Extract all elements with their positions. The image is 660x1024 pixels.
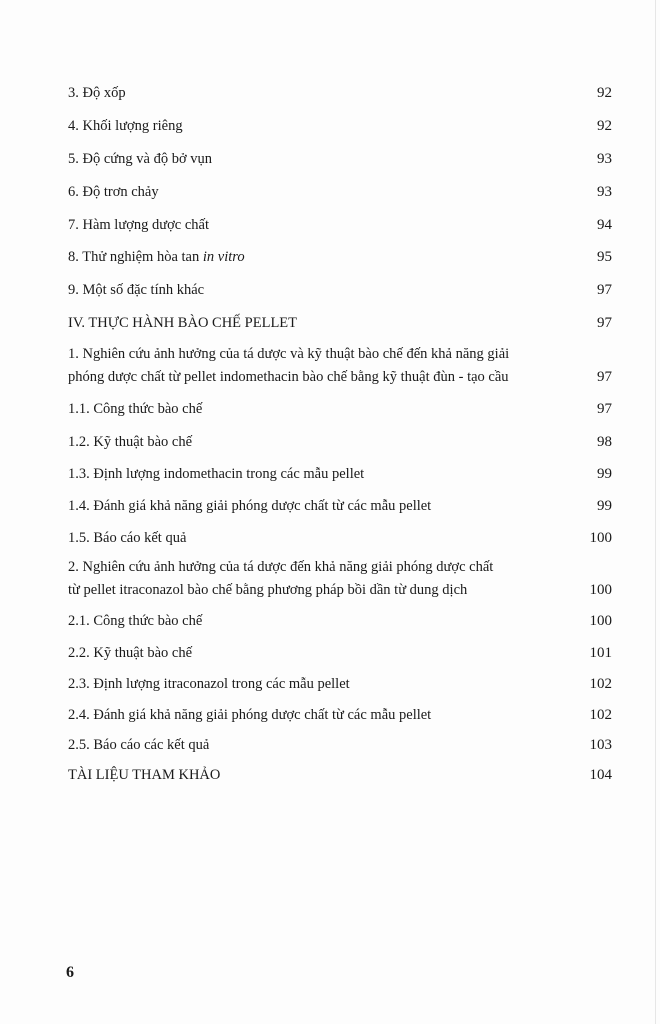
toc-entry-page: 93 — [597, 184, 612, 200]
toc-entry — [68, 343, 612, 389]
toc-entry-title: 2.3. Định lượng itraconazol trong các mẫu pellet — [68, 676, 350, 692]
toc-entry-page: 101 — [589, 645, 612, 661]
toc-entry-title — [68, 246, 548, 269]
toc-entry-title: 1.5. Báo cáo kết quả — [68, 530, 187, 546]
toc-entry-title-prefix: 8. Thử nghiệm hòa tan — [68, 249, 203, 265]
toc-entry-page: 93 — [597, 151, 612, 167]
toc-entry-title: 5. Độ cứng và độ bở vụn — [68, 151, 212, 167]
toc-entry-title-italic: in vitro — [202, 249, 245, 265]
toc-entry-title-line: từ pellet itraconazol bào chế bằng phương pháp bồi dần từ dung dịch — [68, 582, 468, 598]
toc-entry — [68, 734, 612, 757]
toc-entry-page: 97 — [597, 401, 612, 417]
toc-entry — [68, 610, 612, 633]
toc-entry-page: 97 — [597, 315, 612, 331]
toc-entry — [68, 495, 612, 518]
toc-entry-title: 2.4. Đánh giá khả năng giải phóng dược chất từ các mẫu pellet — [68, 707, 432, 723]
toc-entry-title: 3. Độ xốp — [68, 85, 126, 101]
toc-entry — [68, 431, 612, 454]
toc-entry — [68, 398, 612, 421]
toc-entry-title: TÀI LIỆU THAM KHẢO — [68, 767, 221, 783]
toc-entry-title: 2.1. Công thức bào chế — [68, 613, 203, 629]
toc-entry-title: 9. Một số đặc tính khác — [68, 282, 205, 298]
toc-entry-page: 102 — [589, 676, 612, 692]
toc-entry-title — [68, 556, 548, 602]
toc-entry-title-line: 1. Nghiên cứu ảnh hưởng của tá dược và kỹ thuật bào chế đến khả năng giải — [68, 346, 510, 362]
toc-entry-title: 1.2. Kỹ thuật bào chế — [68, 434, 193, 450]
toc-entry-page: 100 — [589, 530, 612, 546]
page-number: 6 — [66, 964, 74, 981]
toc-entry-title: 4. Khối lượng riêng — [68, 118, 183, 134]
toc-entry — [68, 279, 612, 302]
toc-entry-page: 95 — [597, 249, 612, 265]
toc-entry-page: 99 — [597, 498, 612, 514]
toc-entry-title: 1.4. Đánh giá khả năng giải phóng dược chất từ các mẫu pellet — [68, 498, 432, 514]
toc-entry — [68, 181, 612, 204]
toc-entry-title: IV. THỰC HÀNH BÀO CHẾ PELLET — [68, 315, 298, 331]
toc-entry — [68, 764, 612, 787]
toc-entry-title: 6. Độ trơn chảy — [68, 184, 159, 200]
toc-entry — [68, 82, 612, 105]
toc-entry-title: 1.1. Công thức bào chế — [68, 401, 203, 417]
toc-entry — [68, 704, 612, 727]
toc-entry — [68, 527, 612, 550]
toc-entry — [68, 214, 612, 237]
toc-entry — [68, 463, 612, 486]
toc-entry-page: 102 — [589, 707, 612, 723]
toc-entry — [68, 642, 612, 665]
toc-entry-page: 98 — [597, 434, 612, 450]
toc-entry-title: 2.2. Kỹ thuật bào chế — [68, 645, 193, 661]
toc-entry — [68, 556, 612, 602]
toc-entry — [68, 673, 612, 696]
toc-entry-title: 1.3. Định lượng indomethacin trong các mẫu pellet — [68, 466, 365, 482]
toc-entry-page: 100 — [589, 582, 612, 598]
toc-entry-title-line: 2. Nghiên cứu ảnh hưởng của tá dược đến khả năng giải phóng dược chất — [68, 559, 494, 575]
toc-entry — [68, 246, 612, 269]
toc-entry-title — [68, 343, 548, 389]
toc-entry-page: 97 — [597, 369, 612, 385]
toc-entry-title: 7. Hàm lượng dược chất — [68, 217, 209, 233]
toc-entry-page: 97 — [597, 282, 612, 298]
toc-entry-page: 100 — [589, 613, 612, 629]
toc-entry-title-line: phóng dược chất từ pellet indomethacin bào chế bằng kỹ thuật đùn - tạo cầu — [68, 369, 509, 385]
toc-entry-page: 92 — [597, 85, 612, 101]
toc-entry-page: 99 — [597, 466, 612, 482]
toc-entry — [68, 115, 612, 138]
toc-entry — [68, 312, 612, 335]
toc-entry-page: 103 — [589, 737, 612, 753]
toc-entry-page: 94 — [597, 217, 612, 233]
toc-entry-page: 104 — [589, 767, 612, 783]
toc-entry-title: 2.5. Báo cáo các kết quả — [68, 737, 210, 753]
toc-entry-page: 92 — [597, 118, 612, 134]
toc-entry — [68, 148, 612, 171]
